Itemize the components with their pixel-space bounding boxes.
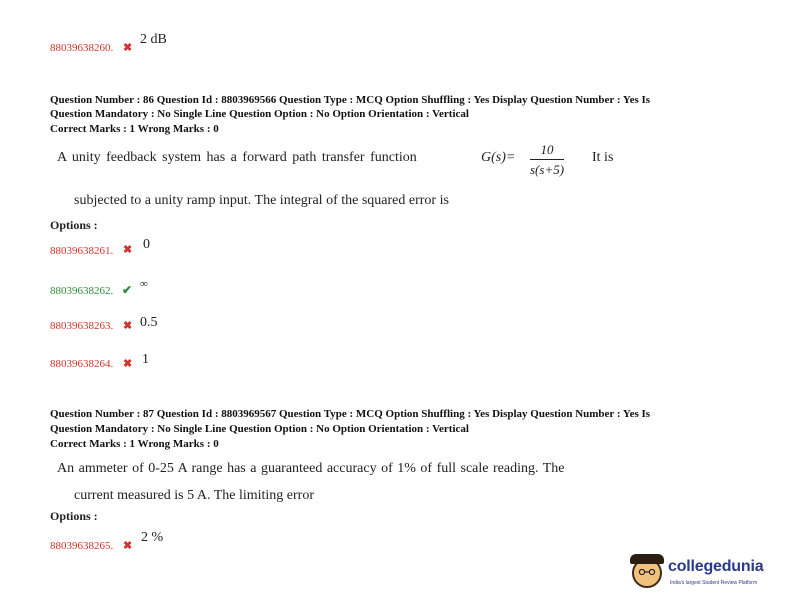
collegedunia-logo bbox=[632, 554, 780, 598]
cross-icon: ✖ bbox=[123, 42, 133, 54]
q86-header-line1: Question Number : 86 Question Id : 8803969566 Question Type : MCQ Option Shuffling : Yes Display Question Number : Yes Is bbox=[50, 94, 651, 106]
q86-tf-denominator: s(s+5) bbox=[530, 162, 565, 177]
option-value: 1 bbox=[142, 352, 149, 367]
q87-text-line2: current measured is 5 A. The limiting error bbox=[74, 488, 315, 503]
option-id: 88039638264. bbox=[50, 358, 114, 370]
option-id: 88039638260. bbox=[50, 42, 114, 54]
q86-tf-lhs: G(s)= bbox=[481, 150, 516, 165]
option-id: 88039638265. bbox=[50, 540, 114, 552]
q86-text-line2: subjected to a unity ramp input. The integral of the squared error is bbox=[74, 193, 449, 208]
q87-marks: Correct Marks : 1 Wrong Marks : 0 bbox=[50, 438, 219, 450]
mascot-cap-icon bbox=[630, 554, 664, 564]
q87-header-line2: Question Mandatory : No Single Line Question Option : No Option Orientation : Vertical bbox=[50, 423, 469, 435]
option-id: 88039638263. bbox=[50, 320, 114, 332]
option-value: ∞ bbox=[140, 278, 148, 290]
cross-icon: ✖ bbox=[123, 540, 133, 552]
q86-tf-numerator: 10 bbox=[530, 142, 564, 160]
option-value: 0 bbox=[143, 237, 150, 252]
q87-header-line1: Question Number : 87 Question Id : 8803969567 Question Type : MCQ Option Shuffling : Yes Display Question Number : Yes Is bbox=[50, 408, 651, 420]
option-value: 0.5 bbox=[140, 315, 158, 330]
cross-icon: ✖ bbox=[123, 320, 133, 332]
q87-text-line1: An ammeter of 0-25 A range has a guaranteed accuracy of 1% of full scale reading. The bbox=[57, 461, 565, 476]
q87-options-label: Options : bbox=[50, 509, 98, 523]
option-value: 2 % bbox=[141, 530, 164, 545]
option-id: 88039638261. bbox=[50, 245, 114, 257]
logo-brand-text: collegedunia bbox=[668, 558, 764, 575]
check-icon: ✔ bbox=[122, 283, 133, 297]
cross-icon: ✖ bbox=[123, 244, 133, 256]
q86-transfer-fraction bbox=[530, 142, 564, 178]
q86-marks: Correct Marks : 1 Wrong Marks : 0 bbox=[50, 123, 219, 135]
q86-options-label: Options : bbox=[50, 218, 98, 232]
q86-header-line2: Question Mandatory : No Single Line Question Option : No Option Orientation : Vertical bbox=[50, 108, 469, 120]
cross-icon: ✖ bbox=[123, 358, 133, 370]
mascot-glasses-icon bbox=[637, 569, 657, 575]
logo-tagline: India's largest Student Review Platform bbox=[670, 580, 758, 586]
option-value: 2 dB bbox=[140, 32, 167, 47]
option-id: 88039638262. bbox=[50, 285, 114, 297]
q86-text-part2: It is bbox=[592, 150, 614, 165]
q86-text-part1: A unity feedback system has a forward path transfer function bbox=[57, 150, 417, 165]
